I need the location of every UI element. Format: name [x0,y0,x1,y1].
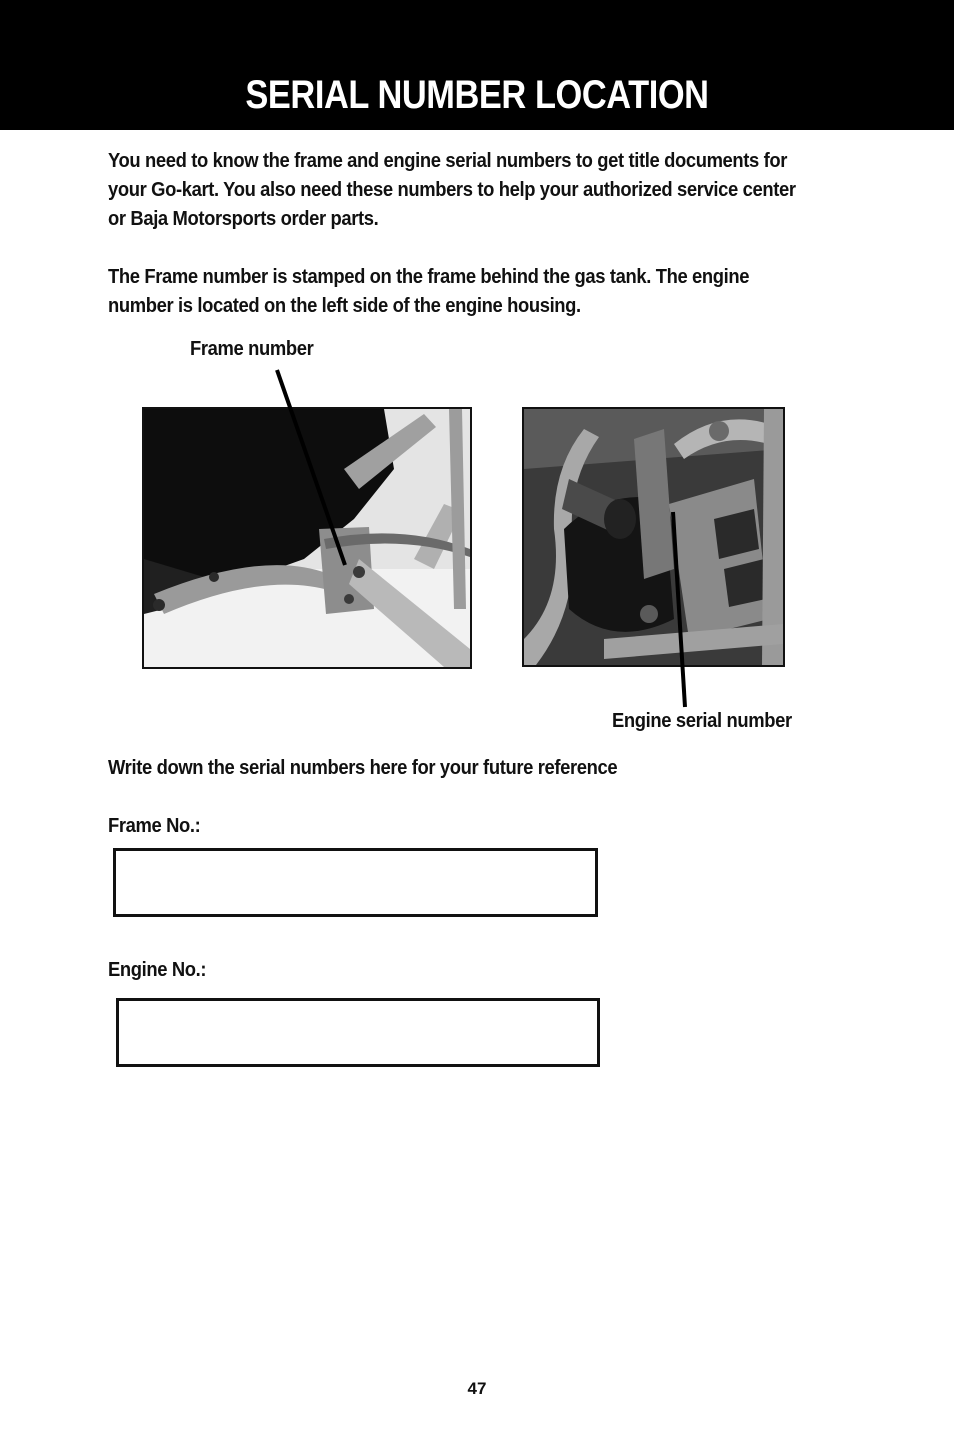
page-title: SERIAL NUMBER LOCATION [245,73,709,117]
frame-no-label: Frame No.: [108,815,201,837]
engine-photo-illustration [524,409,783,665]
frame-number-label: Frame number [190,338,314,360]
location-paragraph: The Frame number is stamped on the frame behind the gas tank. The engine number is located on the left side of the engine housing. [108,266,750,317]
frame-photo [142,407,472,669]
record-instruction: Write down the serial numbers here for your future reference [108,757,618,779]
page-number: 47 [467,1379,487,1398]
engine-no-field[interactable] [116,998,600,1067]
header-bar [0,0,954,130]
engine-serial-number-label: Engine serial number [612,710,792,732]
engine-no-label: Engine No.: [108,959,207,981]
frame-no-field[interactable] [113,848,598,917]
frame-photo-illustration [144,409,470,667]
intro-paragraph: You need to know the frame and engine serial numbers to get title documents for your Go-kart. You also need these numbers to help your authorized service center or Baja Motorsports order parts. [108,150,796,230]
engine-photo [522,407,785,667]
